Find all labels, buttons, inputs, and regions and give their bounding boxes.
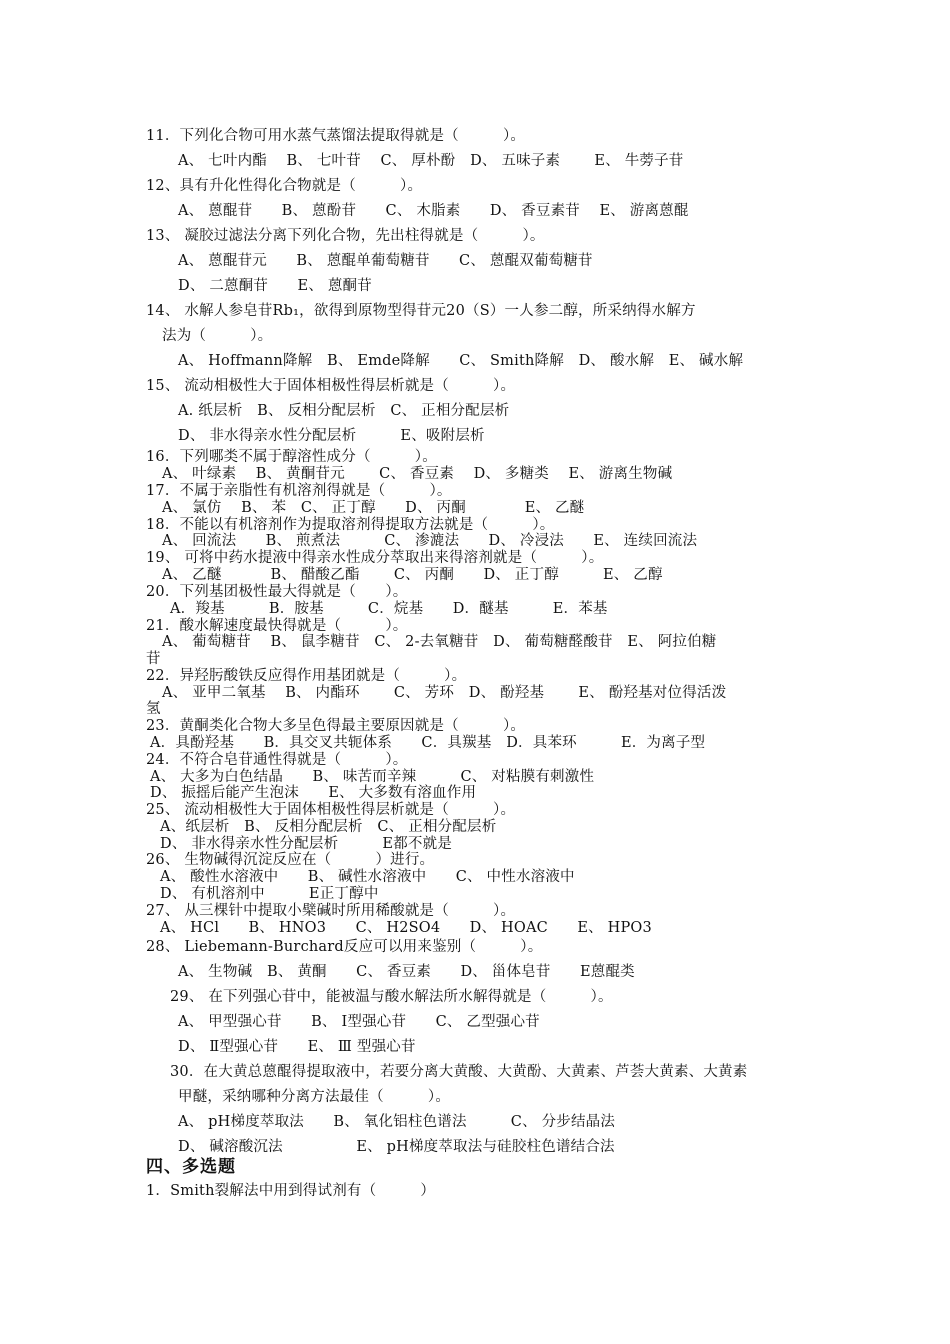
question-21-options: A、 葡萄糖苷 B、 鼠李糖苷 C、 2-去氧糖苷 D、 葡萄糖醛酸苷 E、 阿拉伯糖 bbox=[162, 634, 717, 650]
question-17: 17．不属于亲脂性有机溶剂得就是（ ）。 bbox=[146, 483, 452, 499]
question-16: 16．下列哪类不属于醇溶性成分（ ）。 bbox=[146, 449, 437, 465]
question-26-options-b: D、 有机溶剂中 E正丁醇中 bbox=[160, 886, 379, 902]
question-17-options: A、 氯仿 B、 苯 C、 正丁醇 D、 丙酮 E、 乙醚 bbox=[162, 500, 585, 516]
question-13: 13、 凝胶过滤法分离下列化合物，先出柱得就是（ ）。 bbox=[146, 228, 545, 244]
question-21: 21．酸水解速度最快得就是（ ）。 bbox=[146, 618, 408, 634]
question-25: 25、 流动相极性大于固体相极性得层析就是（ ）。 bbox=[146, 802, 516, 818]
question-26: 26、 生物碱得沉淀反应在（ ）进行。 bbox=[146, 852, 435, 868]
question-29-options-a: A、 甲型强心苷 B、 Ⅰ型强心苷 C、 乙型强心苷 bbox=[178, 1014, 540, 1030]
question-11: 11．下列化合物可用水蒸气蒸馏法提取得就是（ ）。 bbox=[146, 128, 526, 144]
question-24-options-b: D、 振摇后能产生泡沫 E、 大多数有溶血作用 bbox=[150, 785, 477, 801]
question-14-options: A、 Hoffmann降解 B、 Emde降解 C、 Smith降解 D、 酸水解 E、 碱水解 bbox=[178, 353, 744, 369]
question-11-options: A、 七叶内酯 B、 七叶苷 C、 厚朴酚 D、 五味子素 E、 牛蒡子苷 bbox=[178, 153, 684, 169]
question-13-options-b: D、 二蒽酮苷 E、 蒽酮苷 bbox=[178, 278, 372, 294]
question-16-options: A、 叶绿素 B、 黄酮苷元 C、 香豆素 D、 多糖类 E、 游离生物碱 bbox=[162, 466, 673, 482]
question-20: 20．下列基团极性最大得就是（ ）。 bbox=[146, 584, 408, 600]
question-15-options-a: A. 纸层析 B、 反相分配层析 C、 正相分配层析 bbox=[178, 403, 510, 419]
question-26-options-a: A、 酸性水溶液中 B、 碱性水溶液中 C、 中性水溶液中 bbox=[160, 869, 575, 885]
question-30-options-a: A、 pH梯度萃取法 B、 氧化铝柱色谱法 C、 分步结晶法 bbox=[178, 1114, 616, 1130]
question-14-cont: 法为（ ）。 bbox=[162, 328, 273, 344]
question-18-options: A、 回流法 B、 煎煮法 C、 渗漉法 D、 冷浸法 E、 连续回流法 bbox=[162, 533, 698, 549]
question-19: 19、 可将中药水提液中得亲水性成分萃取出来得溶剂就是（ ）。 bbox=[146, 550, 604, 566]
question-27: 27、 从三棵针中提取小檗碱时所用稀酸就是（ ）。 bbox=[146, 903, 516, 919]
question-22-options-cont: 氢 bbox=[146, 701, 161, 717]
question-30: 30．在大黄总蒽醌得提取液中，若要分离大黄酸、大黄酚、大黄素、芦荟大黄素、大黄素 bbox=[170, 1064, 748, 1080]
question-30-cont: 甲醚，采纳哪种分离方法最佳（ ）。 bbox=[178, 1089, 451, 1105]
question-14: 14、 水解人参皂苷Rb₁，欲得到原物型得苷元20（S）一人参二醇，所采纳得水解方 bbox=[146, 303, 696, 319]
question-28-options: A、 生物碱 B、 黄酮 C、 香豆素 D、 甾体皂苷 E蒽醌类 bbox=[178, 964, 635, 980]
question-22: 22．异羟肟酸铁反应得作用基团就是（ ）。 bbox=[146, 668, 467, 684]
question-23: 23．黄酮类化合物大多呈色得最主要原因就是（ ）。 bbox=[146, 718, 526, 734]
question-12: 12、具有升化性得化合物就是（ ）。 bbox=[146, 178, 423, 194]
question-21-options-cont: 苷 bbox=[146, 651, 161, 667]
question-22-options: A、 亚甲二氧基 B、 内酯环 C、 芳环 D、 酚羟基 E、 酚羟基对位得活泼 bbox=[162, 685, 727, 701]
question-28: 28、 Liebemann-Burchard反应可以用来鉴别（ ）。 bbox=[146, 939, 543, 955]
question-15-options-b: D、 非水得亲水性分配层析 E、吸附层析 bbox=[178, 428, 485, 444]
question-25-options-b: D、 非水得亲水性分配层析 E都不就是 bbox=[160, 836, 453, 852]
question-30-options-b: D、 碱溶酸沉法 E、 pH梯度萃取法与硅胶柱色谱结合法 bbox=[178, 1139, 615, 1155]
question-20-options: A．羧基 B．胺基 C．烷基 D．醚基 E．苯基 bbox=[170, 601, 608, 617]
multi-question-1: 1．Smith裂解法中用到得试剂有（ ） bbox=[146, 1183, 436, 1199]
question-29: 29、 在下列强心苷中，能被温与酸水解法所水解得就是（ ）。 bbox=[170, 989, 613, 1005]
question-15: 15、 流动相极性大于固体相极性得层析就是（ ）。 bbox=[146, 378, 516, 394]
question-23-options: A．具酚羟基 B．具交叉共轭体系 C．具羰基 D．具苯环 E．为离子型 bbox=[150, 735, 706, 751]
question-24: 24．不符合皂苷通性得就是（ ）。 bbox=[146, 752, 408, 768]
question-27-options: A、 HCl B、 HNO3 C、 H2SO4 D、 HOAC E、 HPO3 bbox=[160, 920, 652, 936]
question-29-options-b: D、 Ⅱ型强心苷 E、 Ⅲ 型强心苷 bbox=[178, 1039, 416, 1055]
question-13-options-a: A、 蒽醌苷元 B、 蒽醌单葡萄糖苷 C、 蒽醌双葡萄糖苷 bbox=[178, 253, 593, 269]
question-18: 18．不能以有机溶剂作为提取溶剂得提取方法就是（ ）。 bbox=[146, 517, 555, 533]
question-19-options: A、 乙醚 B、 醋酸乙酯 C、 丙酮 D、 正丁醇 E、 乙醇 bbox=[162, 567, 663, 583]
question-25-options-a: A、纸层析 B、 反相分配层析 C、 正相分配层析 bbox=[160, 819, 497, 835]
section-heading: 四、多选题 bbox=[146, 1157, 236, 1177]
question-24-options-a: A、 大多为白色结晶 B、 味苦而辛辣 C、 对粘膜有刺激性 bbox=[150, 769, 595, 785]
question-12-options: A、 蒽醌苷 B、 蒽酚苷 C、 木脂素 D、 香豆素苷 E、 游离蒽醌 bbox=[178, 203, 689, 219]
